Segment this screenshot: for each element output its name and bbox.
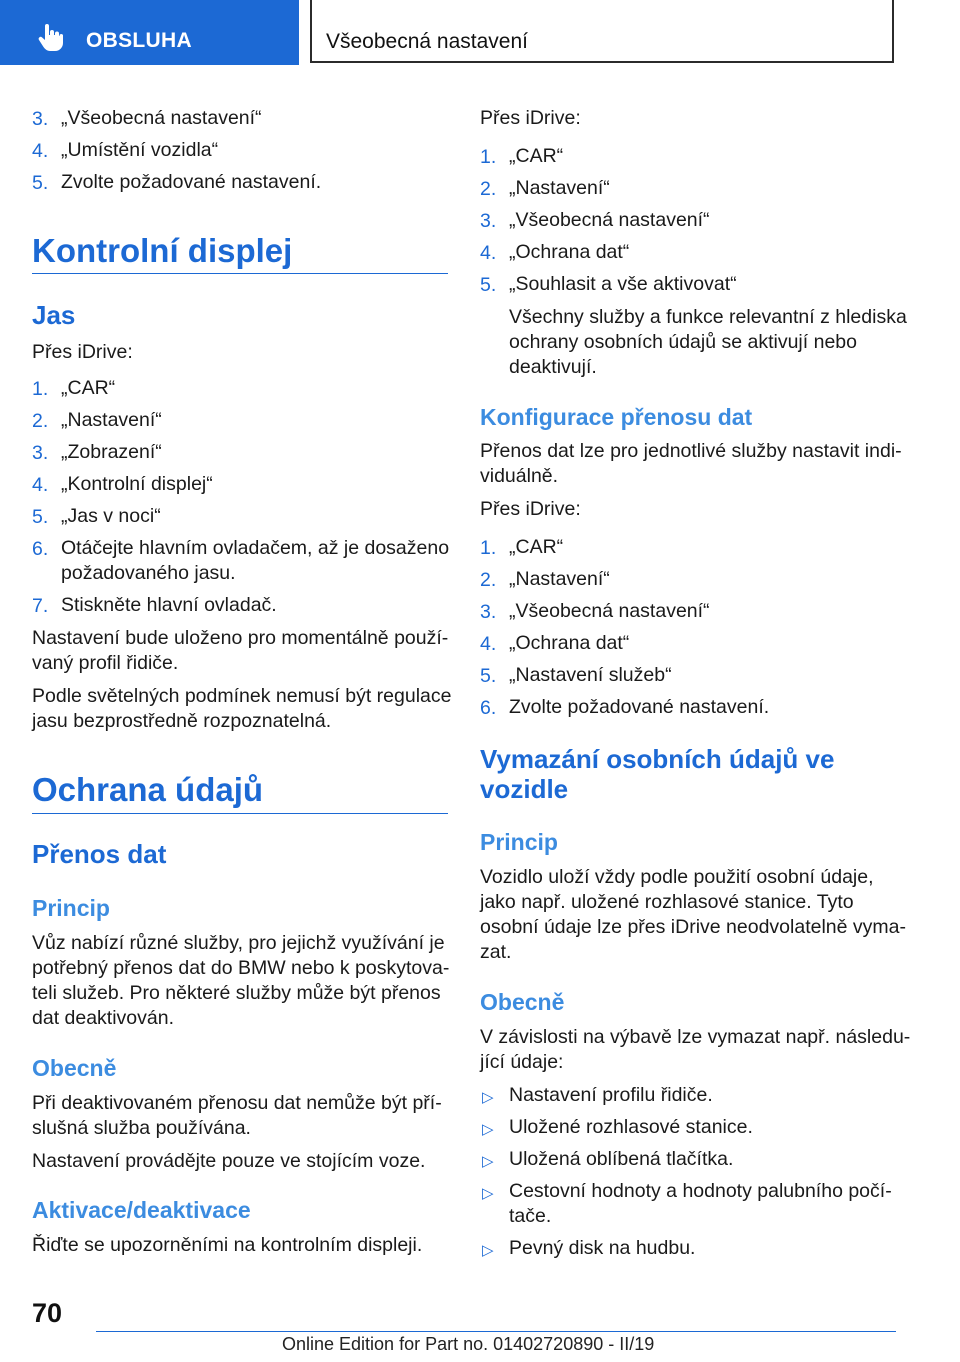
paragraph: Vůz nabízí různé služby, pro jejichž využívání je bbox=[32, 932, 445, 954]
list-number: 2. bbox=[32, 410, 49, 432]
list-item: Zvolte požadované nastavení. bbox=[509, 696, 770, 718]
paragraph: Přenos dat lze pro jednotlivé služby nastavit indi- bbox=[480, 440, 902, 462]
list-number: 1. bbox=[32, 378, 49, 400]
list-number: 3. bbox=[480, 210, 497, 232]
list-item: „Nastavení“ bbox=[509, 177, 610, 199]
list-number: 3. bbox=[32, 442, 49, 464]
paragraph: jasu bezprostředně rozpoznatelná. bbox=[32, 710, 332, 732]
heading-konfigurace: Konfigurace přenosu dat bbox=[480, 404, 753, 430]
list-item-continued: tače. bbox=[509, 1205, 552, 1227]
list-number: 1. bbox=[480, 146, 497, 168]
list-item: „Nastavení“ bbox=[61, 409, 162, 431]
paragraph: potřebný přenos dat do BMW nebo k poskytova- bbox=[32, 957, 450, 979]
paragraph: Nastavení provádějte pouze ve stojícím voze. bbox=[32, 1150, 426, 1172]
paragraph: slušná služba používána. bbox=[32, 1117, 251, 1139]
list-number: 4. bbox=[32, 140, 49, 162]
list-item: Stiskněte hlavní ovladač. bbox=[61, 594, 277, 616]
paragraph: Přes iDrive: bbox=[480, 498, 581, 520]
list-item: „Ochrana dat“ bbox=[509, 632, 630, 654]
paragraph: vaný profil řidiče. bbox=[32, 652, 179, 674]
paragraph: zat. bbox=[480, 941, 512, 963]
heading-jas: Jas bbox=[32, 300, 76, 330]
heading-princip: Princip bbox=[32, 895, 110, 921]
list-item-note: Všechny služby a funkce relevantní z hlediska bbox=[509, 306, 907, 328]
paragraph: dat deaktivován. bbox=[32, 1007, 175, 1029]
list-item: Otáčejte hlavním ovladačem, až je dosaženo bbox=[61, 537, 450, 559]
header-section-box bbox=[310, 0, 894, 63]
heading-aktivace: Aktivace/deaktivace bbox=[32, 1197, 251, 1223]
bullet-triangle-icon: ▷ bbox=[482, 1242, 494, 1259]
footer-rule bbox=[96, 1331, 896, 1332]
list-item: „CAR“ bbox=[509, 145, 564, 167]
list-number: 2. bbox=[480, 178, 497, 200]
list-number: 1. bbox=[480, 537, 497, 559]
bullet-triangle-icon: ▷ bbox=[482, 1153, 494, 1170]
paragraph: Přes iDrive: bbox=[32, 341, 133, 363]
list-item: Cestovní hodnoty a hodnoty palubního počí- bbox=[509, 1180, 892, 1202]
heading-kontrolni-displej: Kontrolní displej bbox=[32, 232, 293, 269]
heading-prenos-dat: Přenos dat bbox=[32, 839, 167, 869]
list-item: Nastavení profilu řidiče. bbox=[509, 1084, 713, 1106]
list-item: Uložené rozhlasové stanice. bbox=[509, 1116, 753, 1138]
list-item: „Nastavení“ bbox=[509, 568, 610, 590]
list-number: 5. bbox=[32, 172, 49, 194]
list-item: „Všeobecná nastavení“ bbox=[509, 209, 710, 231]
bullet-triangle-icon: ▷ bbox=[482, 1121, 494, 1138]
paragraph: Při deaktivovaném přenosu dat nemůže být pří- bbox=[32, 1092, 442, 1114]
list-item: „Souhlasit a vše aktivovat“ bbox=[509, 273, 737, 295]
heading-vymazani-line2: vozidle bbox=[480, 774, 569, 804]
paragraph: Přes iDrive: bbox=[480, 107, 581, 129]
list-item: „Kontrolní displej“ bbox=[61, 473, 213, 495]
paragraph: Řiďte se upozorněními na kontrolním displeji. bbox=[32, 1234, 423, 1256]
list-number: 3. bbox=[32, 108, 49, 130]
heading-obecne: Obecně bbox=[480, 989, 565, 1015]
list-number: 5. bbox=[480, 274, 497, 296]
heading-obecne: Obecně bbox=[32, 1055, 117, 1081]
list-number: 2. bbox=[480, 569, 497, 591]
list-number: 7. bbox=[32, 595, 49, 617]
paragraph: V závislosti na výbavě lze vymazat např. následu- bbox=[480, 1026, 911, 1048]
list-number: 4. bbox=[480, 242, 497, 264]
paragraph: osobní údaje lze přes iDrive neodvolatelně vyma- bbox=[480, 916, 906, 938]
list-number: 6. bbox=[480, 697, 497, 719]
list-number: 4. bbox=[32, 474, 49, 496]
list-item-continued: požadovaného jasu. bbox=[61, 562, 236, 584]
heading-rule bbox=[32, 273, 448, 274]
list-item: Pevný disk na hudbu. bbox=[509, 1237, 696, 1259]
section-title: Všeobecná nastavení bbox=[326, 30, 528, 53]
header-tab-label: OBSLUHA bbox=[86, 29, 192, 52]
heading-ochrana-udaju: Ochrana údajů bbox=[32, 771, 264, 808]
paragraph: viduálně. bbox=[480, 465, 559, 487]
list-item: „Nastavení služeb“ bbox=[509, 664, 672, 686]
list-item-note: ochrany osobních údajů se aktivují nebo bbox=[509, 331, 857, 353]
paragraph: Podle světelných podmínek nemusí být regulace bbox=[32, 685, 452, 707]
bullet-triangle-icon: ▷ bbox=[482, 1185, 494, 1202]
paragraph: jící údaje: bbox=[480, 1051, 564, 1073]
list-item: Uložená oblíbená tlačítka. bbox=[509, 1148, 734, 1170]
list-item: „Ochrana dat“ bbox=[509, 241, 630, 263]
list-number: 5. bbox=[32, 506, 49, 528]
heading-princip: Princip bbox=[480, 829, 558, 855]
paragraph: jako např. uložené rozhlasové stanice. Tyto bbox=[480, 891, 854, 913]
list-item: „CAR“ bbox=[61, 377, 116, 399]
footer-edition: Online Edition for Part no. 01402720890 - II/19 bbox=[282, 1334, 655, 1354]
list-item-note: deaktivují. bbox=[509, 356, 597, 378]
heading-rule bbox=[32, 813, 448, 814]
list-item: Zvolte požadované nastavení. bbox=[61, 171, 322, 193]
list-item: „CAR“ bbox=[509, 536, 564, 558]
paragraph: Nastavení bude uloženo pro momentálně použí- bbox=[32, 627, 449, 649]
list-item: „Jas v noci“ bbox=[61, 505, 161, 527]
header-tab-obsluha[interactable] bbox=[0, 0, 299, 65]
list-number: 3. bbox=[480, 601, 497, 623]
bullet-triangle-icon: ▷ bbox=[482, 1089, 494, 1106]
page-number: 70 bbox=[32, 1298, 63, 1328]
heading-vymazani: Vymazání osobních údajů ve bbox=[480, 744, 835, 774]
list-number: 6. bbox=[32, 538, 49, 560]
list-item: „Všeobecná nastavení“ bbox=[509, 600, 710, 622]
list-item: „Všeobecná nastavení“ bbox=[61, 107, 262, 129]
paragraph: Vozidlo uloží vždy podle použití osobní údaje, bbox=[480, 866, 874, 888]
hand-pointer-icon bbox=[38, 24, 64, 52]
list-number: 4. bbox=[480, 633, 497, 655]
list-number: 5. bbox=[480, 665, 497, 687]
paragraph: teli služeb. Pro některé služby může být přenos bbox=[32, 982, 441, 1004]
list-item: „Umístění vozidla“ bbox=[61, 139, 219, 161]
list-item: „Zobrazení“ bbox=[61, 441, 162, 463]
